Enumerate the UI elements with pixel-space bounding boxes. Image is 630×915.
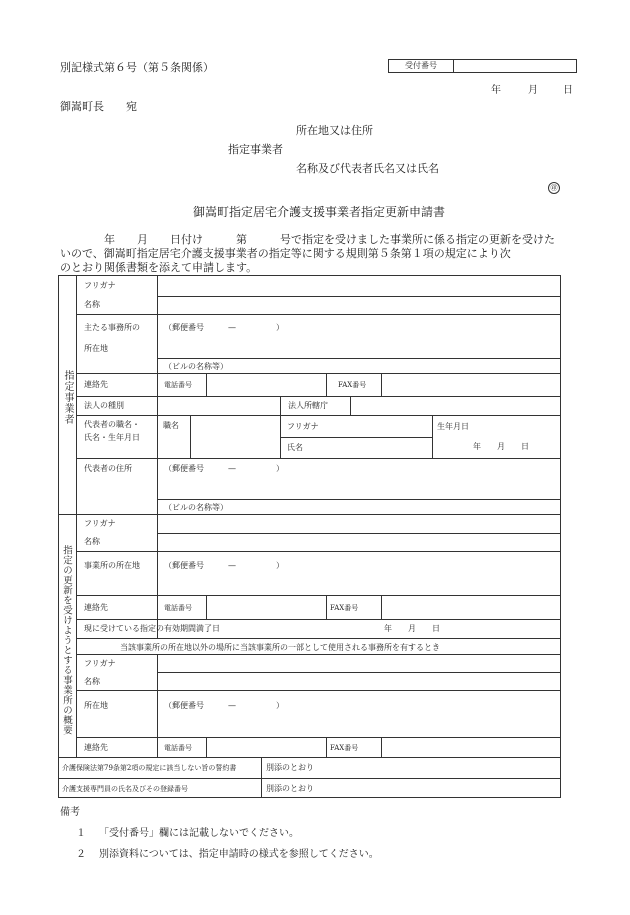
form-number: 別記様式第６号（第５条関係）	[60, 61, 214, 74]
position-label: 職名	[163, 421, 179, 430]
birth-date-label: 生年月日	[437, 422, 469, 431]
representative-label-1: 代表者の職名・	[84, 420, 140, 429]
body-line-3: のとおり関係書類を添えて申請します。	[60, 261, 258, 274]
note-1-number: １	[76, 828, 86, 839]
care-manager-value: 別添のとおり	[266, 784, 314, 793]
sub-office-furigana-label: フリガナ	[84, 659, 116, 668]
note-2-number: ２	[76, 849, 86, 860]
care-manager-label: 介護支援専門員の氏名及びその登録番号	[62, 785, 188, 793]
applicant-address-label: 所在地又は住所	[296, 124, 373, 137]
sub-office-contact-label: 連絡先	[84, 743, 108, 752]
office-name-label: 名称	[84, 537, 100, 546]
expiry-label: 現に受けている指定の有効期間満了日	[84, 624, 220, 633]
rep-name-label: 氏名	[287, 443, 303, 452]
date-year: 年	[491, 85, 501, 96]
rep-address-postal: （郵便番号 — ）	[164, 464, 284, 473]
note-2-text: 別添資料については、指定申請時の様式を参照してください。	[99, 849, 379, 860]
office-fax-label: FAX番号	[330, 604, 359, 612]
office-phone-label: 電話番号	[164, 604, 192, 612]
sub-office-phone-label: 電話番号	[164, 744, 192, 752]
expiry-ymd: 年 月 日	[384, 624, 440, 633]
document-title: 御嵩町指定居宅介護支援事業者指定更新申請書	[193, 205, 446, 219]
representative-label-2: 氏名・生年月日	[84, 433, 140, 442]
office-contact-label: 連絡先	[84, 603, 108, 612]
other-office-heading: 当該事業所の所在地以外の場所に当該事業所の一部として使用される事務所を有するとき	[120, 643, 440, 652]
rep-furigana-label: フリガナ	[287, 422, 319, 431]
pledge-value: 別添のとおり	[266, 763, 314, 772]
birth-date-ymd: 年 月 日	[473, 442, 529, 451]
notes-title: 備考	[60, 807, 80, 818]
sub-office-name-label: 名称	[84, 677, 100, 686]
operator-name-label: 名称	[84, 300, 100, 309]
section-designated-operator: 指定事業者	[62, 370, 73, 425]
office-furigana-label: フリガナ	[84, 519, 116, 528]
office-location-label: 事業所の所在地	[84, 561, 140, 570]
rep-address-building: （ビルの名称等）	[164, 503, 228, 512]
sub-office-postal: （郵便番号 — ）	[164, 701, 284, 710]
main-office-label-1: 主たる事務所の	[84, 323, 140, 332]
date-month: 月	[528, 85, 538, 96]
sub-office-location-label: 所在地	[84, 701, 108, 710]
main-office-building: （ビルの名称等）	[164, 362, 228, 371]
corp-authority-label: 法人所轄庁	[288, 401, 328, 410]
date-day: 日	[563, 85, 573, 96]
sub-office-fax-label: FAX番号	[330, 744, 359, 752]
receipt-number-label: 受付番号	[389, 60, 454, 72]
pledge-label: 介護保険法第79条第2項の規定に該当しない旨の誓約書	[62, 764, 237, 772]
designated-operator-label: 指定事業者	[228, 143, 283, 156]
main-office-label-2: 所在地	[84, 344, 108, 353]
body-line-2: いので、御嵩町指定居宅介護支援事業者の指定等に関する規則第５条第１項の規定により次	[60, 247, 511, 260]
seal-icon: ㊞	[548, 182, 560, 194]
operator-furigana-label: フリガナ	[84, 281, 116, 290]
note-1-text: 「受付番号」欄には記載しないでください。	[99, 828, 299, 839]
office-postal: （郵便番号 — ）	[164, 561, 284, 570]
operator-fax-label: FAX番号	[338, 381, 367, 389]
body-line-1: 年 月 日付け 第 号で指定を受けました事業所に係る指定の更新を受けた	[104, 233, 555, 246]
operator-phone-label: 電話番号	[164, 381, 192, 389]
section-office-overview: 指定の更新を受けようとする事業所の概要	[61, 545, 72, 735]
addressee: 御嵩町長 宛	[60, 100, 137, 113]
applicant-name-label: 名称及び代表者氏名又は氏名	[296, 162, 439, 175]
rep-address-label: 代表者の住所	[84, 464, 132, 473]
operator-contact-label: 連絡先	[84, 380, 108, 389]
corp-type-label: 法人の種別	[84, 401, 124, 410]
main-office-postal: （郵便番号 — ）	[164, 323, 284, 332]
receipt-number-box	[388, 59, 577, 73]
